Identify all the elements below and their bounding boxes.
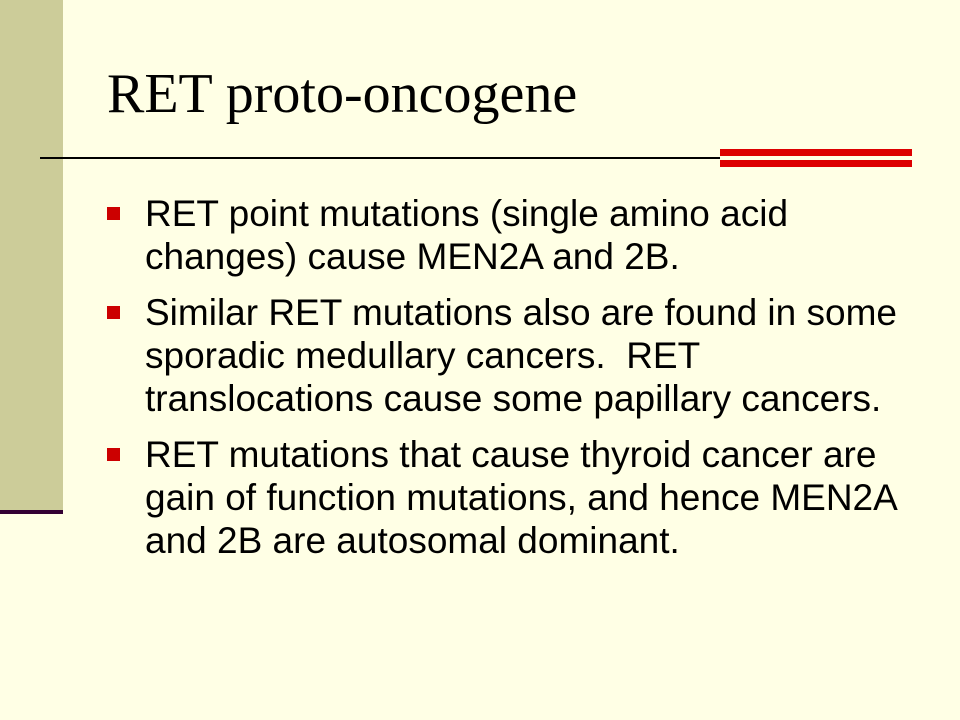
square-bullet-icon bbox=[107, 448, 120, 461]
bullet-item bbox=[107, 433, 911, 562]
left-sidebar-bar bbox=[0, 0, 63, 510]
square-bullet-icon bbox=[107, 207, 120, 220]
bullet-text: RET point mutations (single amino acid changes) cause MEN2A and 2B. bbox=[145, 193, 799, 277]
title-divider-line bbox=[40, 157, 720, 159]
bullet-item bbox=[107, 291, 911, 420]
bullet-text: RET mutations that cause thyroid cancer are gain of function mutations, and hence MEN2A and 2B are autosomal dominant. bbox=[145, 434, 907, 561]
square-bullet-icon bbox=[107, 306, 120, 319]
slide-title: RET proto-oncogene bbox=[107, 63, 578, 125]
title-divider-red-bar-bottom bbox=[720, 160, 912, 167]
bullet-text: Similar RET mutations also are found in some sporadic medullary cancers. RET translocations cause some papillary cancers. bbox=[145, 292, 908, 419]
left-sidebar-accent-line bbox=[0, 510, 63, 514]
title-divider-red-bar-top bbox=[720, 149, 912, 156]
bullet-item bbox=[107, 192, 911, 278]
bullet-list bbox=[107, 192, 911, 575]
